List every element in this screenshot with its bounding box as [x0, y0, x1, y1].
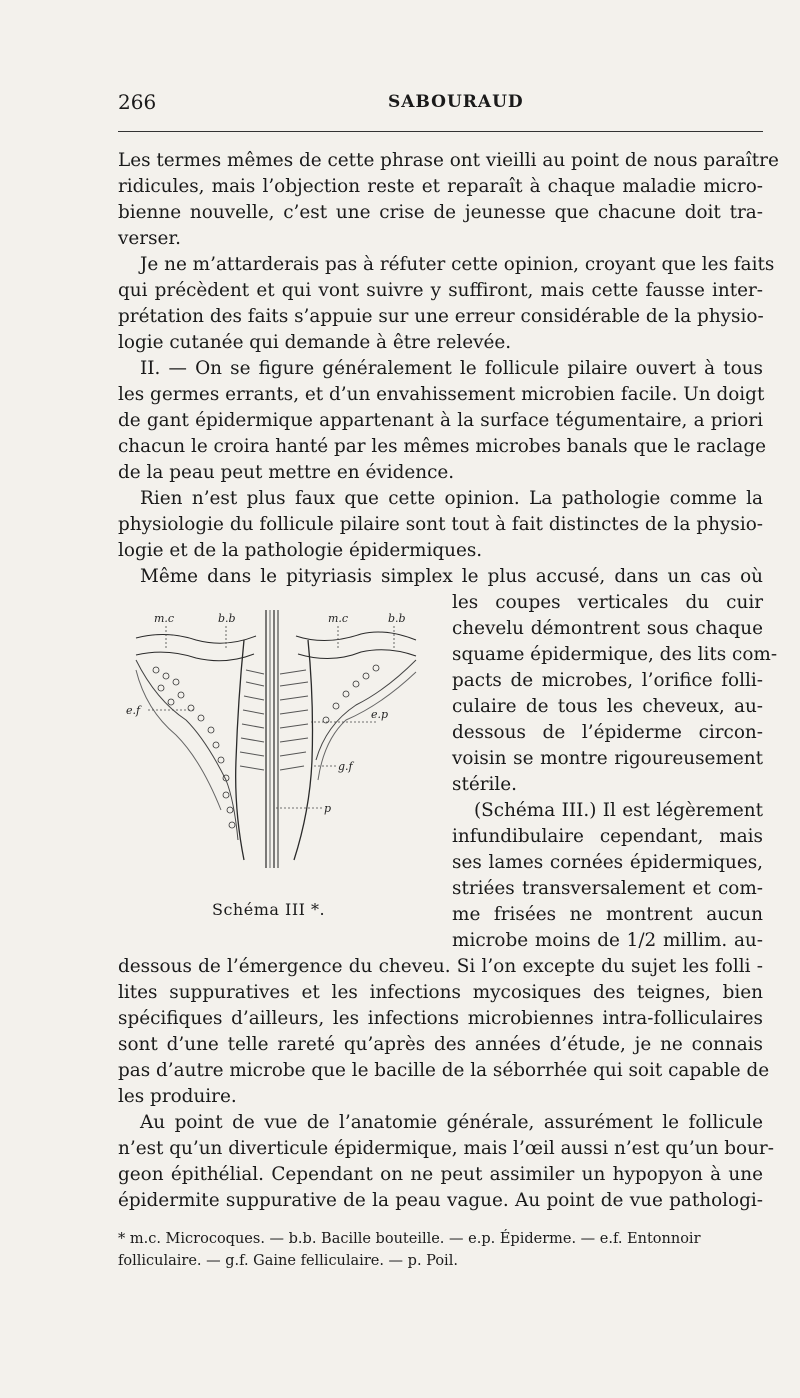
figure-label-bb: b.b: [218, 612, 236, 625]
figure-label-gf: g.f: [338, 760, 353, 773]
page-header: [118, 90, 763, 120]
wrap-line: les coupes verticales du cuir: [452, 592, 763, 613]
body-line: Même dans le pityriasis simplex le plus accusé, dans un cas où: [140, 566, 763, 587]
footnote-line: * m.c. Microcoques. — b.b. Bacille bouteille. — e.p. Épiderme. — e.f. Entonnoir: [118, 1231, 701, 1247]
body-line: chacun le croira hanté par les mêmes microbes banals que le raclage: [118, 436, 766, 457]
wrap-line: striées transversalement et com-: [452, 878, 763, 899]
wrap-line: microbe moins de 1/2 millim. au-: [452, 930, 763, 951]
body-line: bienne nouvelle, c’est une crise de jeunesse que chacune doit tra-: [118, 202, 763, 223]
body-line: qui précèdent et qui vont suivre y suffiront, mais cette fausse inter-: [118, 280, 763, 301]
hair-follicle-illustration: [126, 610, 426, 890]
body-line: de la peau peut mettre en évidence.: [118, 462, 455, 483]
body-line: spécifiques d’ailleurs, les infections microbiennes intra-folliculaires: [118, 1008, 763, 1029]
body-line: lites suppuratives et les infections mycosiques des teignes, bien: [118, 982, 763, 1003]
body-line: dessous de l’émergence du cheveu. Si l’on excepte du sujet les folli -: [118, 956, 763, 977]
wrap-line: dessous de l’épiderme circon-: [452, 722, 763, 743]
body-line: Au point de vue de l’anatomie générale, assurément le follicule: [140, 1112, 763, 1133]
figure-label-mc: m.c: [154, 612, 175, 625]
body-line: Je ne m’attarderais pas à réfuter cette opinion, croyant que les faits: [140, 254, 775, 275]
body-line: Rien n’est plus faux que cette opinion. La pathologie comme la: [140, 488, 763, 509]
body-line: de gant épidermique appartenant à la surface tégumentaire, a priori: [118, 410, 763, 431]
wrap-line: squame épidermique, des lits com-: [452, 644, 778, 665]
wrap-line: infundibulaire cependant, mais: [452, 826, 763, 847]
wrap-line: chevelu démontrent sous chaque: [452, 618, 763, 639]
figure-label-p: p: [324, 802, 332, 815]
wrap-line: stérile.: [452, 774, 517, 795]
wrap-line: me frisées ne montrent aucun: [452, 904, 763, 925]
wrap-line: voisin se montre rigoureusement: [452, 748, 763, 769]
body-line: Les termes mêmes de cette phrase ont vieilli au point de nous paraître: [118, 150, 779, 171]
body-line: épidermite suppurative de la peau vague. Au point de vue pathologi-: [118, 1190, 763, 1211]
body-line: pas d’autre microbe que le bacille de la séborrhée qui soit capable de: [118, 1060, 770, 1081]
body-line: n’est qu’un diverticule épidermique, mais l’œil aussi n’est qu’un bour-: [118, 1138, 774, 1159]
body-line: les germes errants, et d’un envahissement microbien facile. Un doigt: [118, 384, 765, 405]
footnotes: [118, 1228, 763, 1272]
wrap-line: (Schéma III.) Il est légèrement: [474, 800, 763, 821]
figure-label-ep: e.p: [371, 708, 389, 721]
figure-label-ef: e.f: [126, 704, 141, 717]
header-rule: [118, 131, 763, 132]
body-line: prétation des faits s’appuie sur une erreur considérable de la physio-: [118, 306, 764, 327]
figure-caption: Schéma III *.: [212, 900, 326, 919]
body-line: logie et de la pathologie épidermiques.: [118, 540, 483, 561]
figure-label-mc: m.c: [328, 612, 349, 625]
body-line: geon épithélial. Cependant on ne peut assimiler un hypopyon à une: [118, 1164, 763, 1185]
running-title: SABOURAUD: [388, 92, 524, 112]
page-number: 266: [118, 90, 157, 114]
wrap-line: pacts de microbes, l’orifice folli-: [452, 670, 763, 691]
body-line: sont d’une telle rareté qu’après des années d’étude, je ne connais: [118, 1034, 763, 1055]
body-line: les produire.: [118, 1086, 237, 1107]
body-line: verser.: [118, 228, 182, 249]
body-line: physiologie du follicule pilaire sont tout à fait distinctes de la physio-: [118, 514, 763, 535]
body-line: II. — On se figure généralement le follicule pilaire ouvert à tous: [140, 358, 763, 379]
body-line: logie cutanée qui demande à être relevée.: [118, 332, 512, 353]
wrap-line: ses lames cornées épidermiques,: [452, 852, 763, 873]
body-line: ridicules, mais l’objection reste et reparaît à chaque maladie micro-: [118, 176, 763, 197]
figure-label-bb: b.b: [388, 612, 406, 625]
wrap-line: culaire de tous les cheveux, au-: [452, 696, 763, 717]
footnote-line: folliculaire. — g.f. Gaine felliculaire. — p. Poil.: [118, 1253, 458, 1269]
